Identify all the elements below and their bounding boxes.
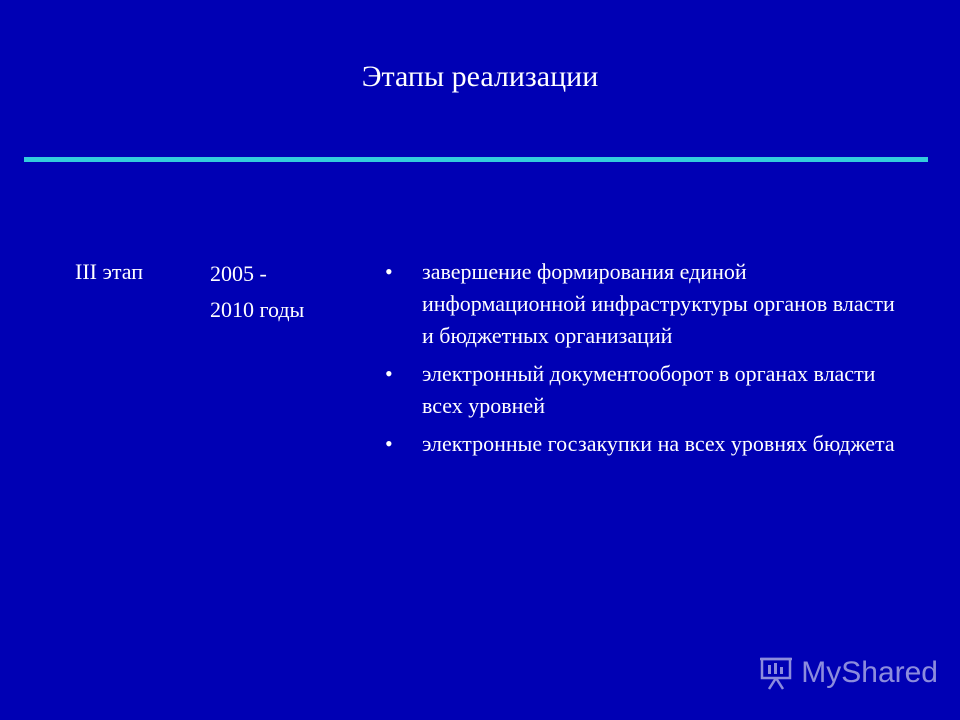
- stage-years: [210, 256, 304, 328]
- bullet-item: [385, 358, 905, 422]
- bullet-list: [385, 256, 905, 466]
- watermark-text: MyShared: [801, 656, 938, 689]
- title-divider: [24, 157, 928, 162]
- slide-title: Этапы реализации: [361, 60, 599, 93]
- presentation-board-icon: [759, 656, 793, 690]
- watermark: [759, 656, 938, 690]
- bullet-text: электронные госзакупки на всех уровнях бюджета: [422, 431, 895, 456]
- years-line: 2010 годы: [210, 297, 305, 322]
- bullet-dot-icon: •: [385, 361, 393, 386]
- bullet-item: [385, 428, 905, 460]
- bullet-item: [385, 256, 905, 352]
- bullet-dot-icon: •: [385, 259, 393, 284]
- years-line: 2005 -: [210, 261, 267, 286]
- bullet-text: электронный документооборот в органах власти всех уровней: [422, 361, 876, 418]
- bullet-dot-icon: •: [385, 431, 393, 456]
- bullet-text: завершение формирования единой информационной инфраструктуры органов власти и бюджетных организаций: [422, 259, 895, 348]
- stage-label: III этап: [75, 259, 144, 284]
